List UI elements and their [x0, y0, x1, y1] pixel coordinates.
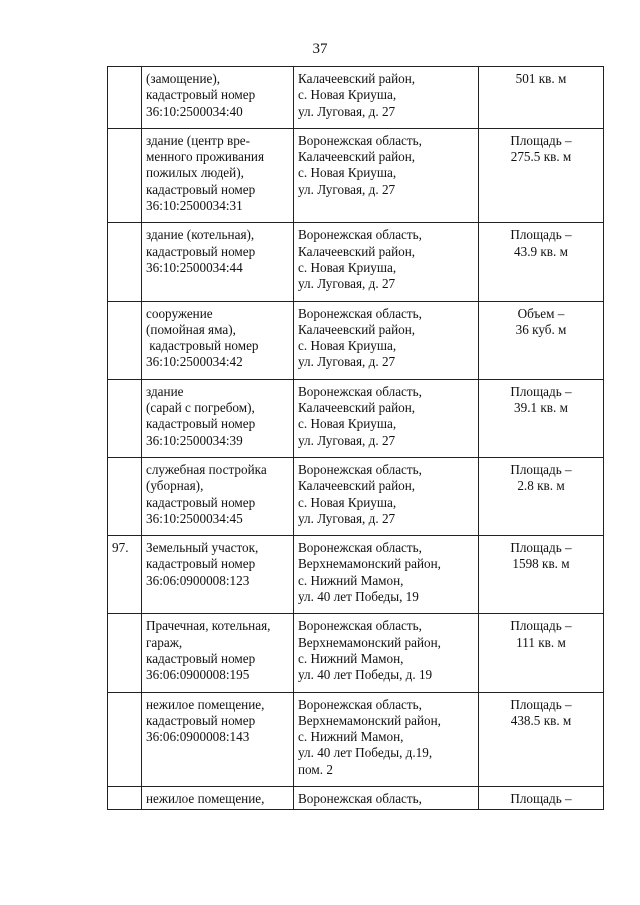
object-name-line: здание (центр вре-: [146, 132, 251, 148]
object-name-line: кадастровый номер: [146, 494, 256, 510]
address-cell: [294, 223, 479, 301]
address-line: с. Новая Криуша,: [298, 416, 397, 432]
address-line: ул. Луговая, д. 27: [298, 432, 396, 448]
row-number-cell: [108, 67, 142, 129]
object-name-cell: [142, 786, 294, 809]
object-name-line: 36:10:2500034:31: [146, 198, 243, 214]
area-cell: [479, 379, 604, 457]
area-cell: [479, 223, 604, 301]
object-name-line: кадастровый номер: [146, 712, 256, 728]
address-line: Верхнемамонский район,: [298, 712, 441, 728]
address-line: ул. Луговая, д. 27: [298, 103, 396, 119]
address-line: Калачеевский район,: [298, 321, 416, 337]
table-row: [108, 457, 604, 535]
object-name-cell: [142, 614, 294, 692]
address-cell: [294, 379, 479, 457]
address-line: ул. Луговая, д. 27: [298, 276, 396, 292]
row-number-cell: [108, 128, 142, 222]
row-number-cell: [108, 223, 142, 301]
address-line: ул. Луговая, д. 27: [298, 510, 396, 526]
object-name-line: 36:06:0900008:123: [146, 572, 250, 588]
row-number-cell: [108, 692, 142, 786]
object-name-cell: [142, 536, 294, 614]
object-name-line: кадастровый номер: [146, 243, 256, 259]
address-line: с. Нижний Мамон,: [298, 572, 404, 588]
address-line: Калачеевский район,: [298, 478, 416, 494]
area-line: Площадь –: [510, 540, 572, 556]
address-line: ул. Луговая, д. 27: [298, 354, 396, 370]
address-line: Воронежская область,: [298, 383, 422, 399]
object-name-line: кадастровый номер: [146, 650, 256, 666]
area-cell: [479, 786, 604, 809]
table-row: [108, 67, 604, 129]
object-name-line: кадастровый номер: [146, 416, 256, 432]
area-line: 43.9 кв. м: [514, 243, 568, 259]
area-line: 39.1 кв. м: [514, 400, 568, 416]
area-line: Площадь –: [510, 461, 572, 477]
object-name-line: 36:10:2500034:39: [146, 432, 243, 448]
row-number-cell: [108, 786, 142, 809]
table-row: [108, 379, 604, 457]
table-row: [108, 786, 604, 809]
address-cell: [294, 614, 479, 692]
row-number-cell: [108, 301, 142, 379]
address-line: ул. 40 лет Победы, 19: [298, 589, 419, 605]
object-name-cell: [142, 67, 294, 129]
object-name-cell: [142, 223, 294, 301]
page-number: 37: [312, 41, 328, 57]
object-name-line: сооружение: [146, 305, 213, 321]
address-cell: [294, 692, 479, 786]
address-cell: [294, 128, 479, 222]
address-line: Калачеевский район,: [298, 149, 416, 165]
area-line: 36 куб. м: [515, 321, 567, 337]
object-name-line: кадастровый номер: [146, 556, 256, 572]
object-name-line: менного проживания: [146, 149, 265, 165]
area-cell: [479, 692, 604, 786]
address-cell: [294, 301, 479, 379]
object-name-cell: [142, 379, 294, 457]
area-line: 111 кв. м: [516, 634, 566, 650]
row-number-cell: [108, 614, 142, 692]
object-name-cell: [142, 301, 294, 379]
table-row: [108, 128, 604, 222]
area-line: 2.8 кв. м: [517, 478, 565, 494]
address-line: Воронежская область,: [298, 618, 422, 634]
row-number-cell: [108, 457, 142, 535]
address-line: с. Новая Криуша,: [298, 338, 397, 354]
row-number-cell: [108, 379, 142, 457]
table-row: [108, 614, 604, 692]
address-line: Воронежская область,: [298, 790, 422, 806]
object-name-cell: [142, 692, 294, 786]
table-row: [108, 536, 604, 614]
area-cell: [479, 128, 604, 222]
address-cell: [294, 786, 479, 809]
area-line: Площадь –: [510, 132, 572, 148]
object-name-line: гараж,: [146, 634, 183, 650]
area-line: Площадь –: [510, 227, 572, 243]
object-name-line: 36:10:2500034:44: [146, 259, 243, 275]
object-name-line: (уборная),: [146, 478, 204, 494]
address-line: Воронежская область,: [298, 305, 422, 321]
address-line: Калачеевский район,: [298, 71, 416, 86]
row-number-cell: 97.: [108, 536, 142, 614]
area-cell: [479, 457, 604, 535]
address-cell: [294, 67, 479, 129]
object-name-line: (сарай с погребом),: [146, 400, 255, 416]
area-line: Площадь –: [510, 790, 572, 806]
address-line: Воронежская область,: [298, 461, 422, 477]
address-cell: [294, 536, 479, 614]
object-name-line: 36:10:2500034:45: [146, 510, 243, 526]
address-line: Воронежская область,: [298, 540, 422, 556]
object-name-line: здание: [146, 383, 184, 399]
object-name-line: здание (котельная),: [146, 227, 255, 243]
object-name-line: 36:10:2500034:40: [146, 103, 243, 119]
object-name-line: Земельный участок,: [146, 540, 259, 556]
address-line: с. Новая Криуша,: [298, 87, 397, 103]
address-line: с. Новая Криуша,: [298, 165, 397, 181]
object-name-line: 36:10:2500034:42: [146, 354, 243, 370]
area-line: 438.5 кв. м: [510, 712, 572, 728]
address-line: Калачеевский район,: [298, 243, 416, 259]
address-line: Верхнемамонский район,: [298, 634, 441, 650]
address-line: с. Новая Криуша,: [298, 494, 397, 510]
area-cell: [479, 614, 604, 692]
table-row: [108, 692, 604, 786]
object-name-line: нежилое помещение,: [146, 790, 265, 806]
property-table-body: [108, 67, 604, 810]
area-line: 275.5 кв. м: [510, 149, 572, 165]
address-line: Воронежская область,: [298, 227, 422, 243]
table-row: [108, 301, 604, 379]
object-name-line: 36:06:0900008:143: [146, 729, 250, 745]
address-line: с. Новая Криуша,: [298, 259, 397, 275]
object-name-line: кадастровый номер: [146, 87, 256, 103]
object-name-cell: [142, 128, 294, 222]
object-name-line: служебная постройка: [146, 461, 267, 477]
area-line: 501 кв. м: [515, 71, 567, 86]
address-line: ул. 40 лет Победы, д. 19: [298, 667, 433, 683]
area-cell: [479, 67, 604, 129]
address-line: Калачеевский район,: [298, 400, 416, 416]
address-line: с. Нижний Мамон,: [298, 650, 404, 666]
area-cell: [479, 301, 604, 379]
object-name-line: Прачечная, котельная,: [146, 618, 271, 634]
address-line: Воронежская область,: [298, 132, 422, 148]
address-line: Верхнемамонский район,: [298, 556, 441, 572]
address-cell: [294, 457, 479, 535]
object-name-line: кадастровый номер: [146, 181, 256, 197]
address-line: пом. 2: [298, 761, 333, 777]
address-line: Воронежская область,: [298, 696, 422, 712]
object-name-cell: [142, 457, 294, 535]
object-name-line: кадастровый номер: [146, 338, 259, 354]
object-name-line: нежилое помещение,: [146, 696, 265, 712]
area-line: Объем –: [517, 305, 565, 321]
area-line: 1598 кв. м: [512, 556, 570, 572]
area-line: Площадь –: [510, 383, 572, 399]
object-name-line: (помойная яма),: [146, 321, 236, 337]
address-line: с. Нижний Мамон,: [298, 729, 404, 745]
address-line: ул. Луговая, д. 27: [298, 181, 396, 197]
area-line: Площадь –: [510, 618, 572, 634]
object-name-line: (замощение),: [146, 71, 221, 86]
object-name-line: пожилых людей),: [146, 165, 244, 181]
table-row: [108, 223, 604, 301]
property-table: [107, 66, 604, 810]
object-name-line: 36:06:0900008:195: [146, 667, 250, 683]
area-cell: [479, 536, 604, 614]
address-line: ул. 40 лет Победы, д.19,: [298, 745, 433, 761]
area-line: Площадь –: [510, 696, 572, 712]
